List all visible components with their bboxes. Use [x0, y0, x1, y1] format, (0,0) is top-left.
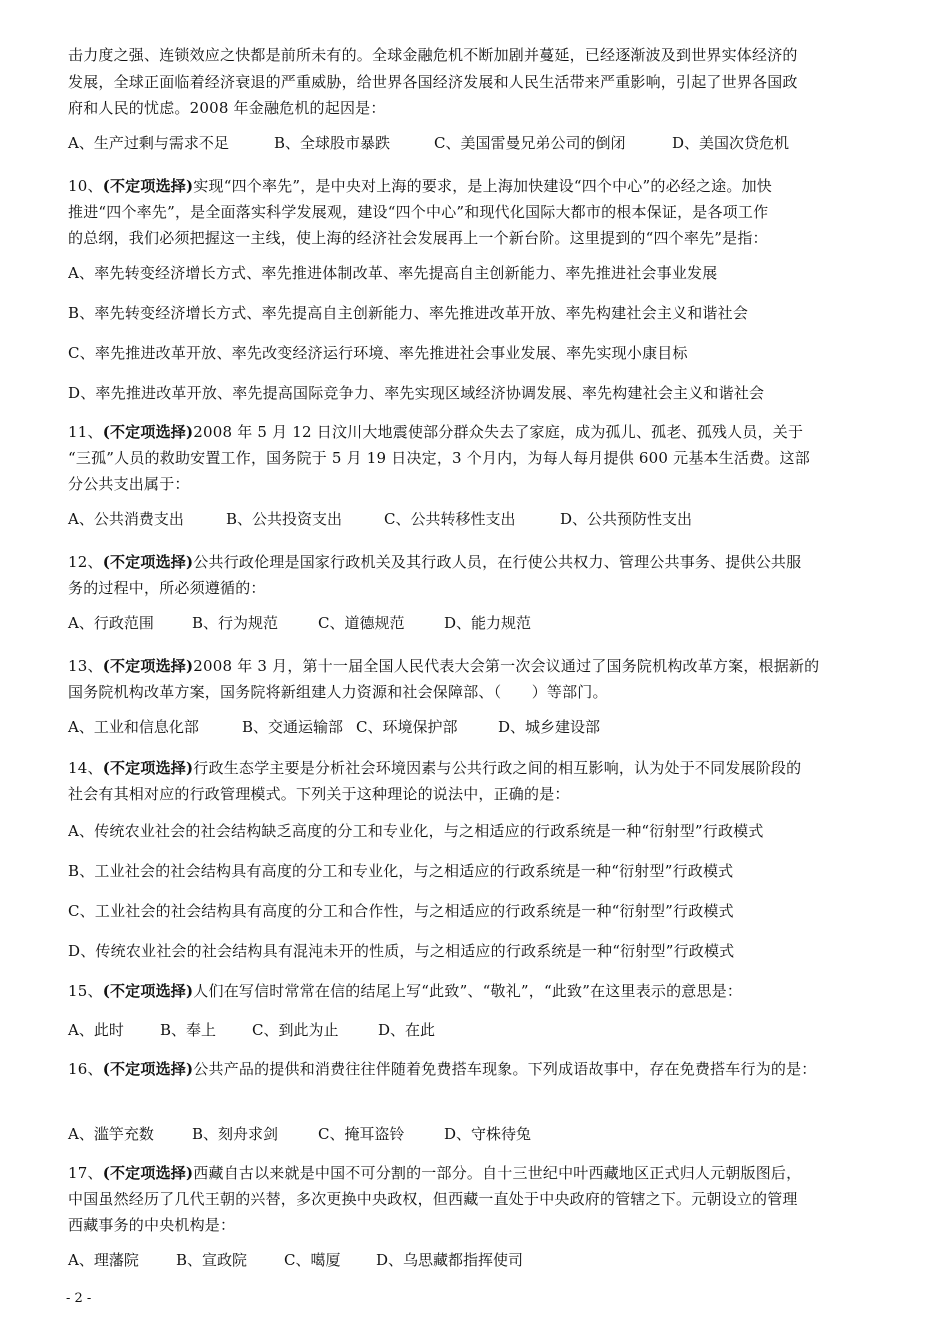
- q11-option-a: A、公共消费支出: [68, 510, 184, 528]
- q14-stem: [68, 757, 888, 779]
- q11-number: 11、: [68, 423, 103, 441]
- q14-tag: (不定项选择): [102, 759, 194, 777]
- q10-option-c: C、率先推进改革开放、率先改变经济运行环境、率先推进社会事业发展、率先实现小康目标: [68, 344, 688, 362]
- q15-stem: [68, 980, 888, 1002]
- q9-option-b: B、全球股市暴跌: [274, 134, 391, 152]
- q12-number: 12、: [68, 553, 103, 571]
- q12-option-d: D、能力规范: [444, 614, 532, 632]
- q17-option-b: B、宣政院: [176, 1251, 248, 1269]
- q16-stem: [68, 1058, 888, 1080]
- q14-option-a: A、传统农业社会的社会结构缺乏高度的分工和专业化，与之相适应的行政系统是一种“衍射型”行政模式: [68, 822, 764, 840]
- q16-tag: (不定项选择): [102, 1060, 194, 1078]
- q16-number: 16、: [68, 1060, 103, 1078]
- q10-stem-line: 的总纲，我们必须把握这一主线，使上海的经济社会发展再上一个新台阶。这里提到的“四个率先”是指：: [68, 229, 768, 247]
- q13-stem: [68, 655, 888, 677]
- q13-stem-line: 国务院机构改革方案，国务院将新组建人力资源和社会保障部、（ ）等部门。: [68, 683, 608, 701]
- q14-option-d: D、传统农业社会的社会结构具有混沌未开的性质，与之相适应的行政系统是一种“衍射型”行政模式: [68, 942, 735, 960]
- q13-options: [68, 716, 600, 738]
- q16-option-b: B、刻舟求剑: [192, 1125, 279, 1143]
- q12-stem: [68, 551, 888, 573]
- q10-stem-line: 推进“四个率先”，是全面落实科学发展观，建设“四个中心”和现代化国际大都市的根本保证，是各项工作: [68, 203, 769, 221]
- q17-tag: (不定项选择): [102, 1164, 194, 1182]
- q9-option-a: A、生产过剩与需求不足: [68, 134, 229, 152]
- q17-number: 17、: [68, 1164, 103, 1182]
- q17-option-c: C、噶厦: [284, 1251, 341, 1269]
- q10-text: 实现“四个率先”，是中央对上海的要求，是上海加快建设“四个中心”的必经之途。加快: [193, 177, 772, 195]
- q10-option-d: D、率先推进改革开放、率先提高国际竞争力、率先实现区域经济协调发展、率先构建社会主义和谐社会: [68, 384, 765, 402]
- q10-tag: (不定项选择): [102, 177, 194, 195]
- intro-line: 府和人民的忧虑。2008 年金融危机的起因是：: [68, 99, 386, 117]
- q10-number: 10、: [68, 177, 103, 195]
- q11-stem-line: “三孤”人员的救助安置工作，国务院于 5 月 19 日决定，3 个月内，为每人每月提供 600 元基本生活费。这部: [68, 449, 810, 467]
- q15-option-a: A、此时: [68, 1021, 124, 1039]
- q15-options: [68, 1019, 435, 1041]
- page-number: - 2 -: [66, 1291, 92, 1306]
- q12-option-b: B、行为规范: [192, 614, 279, 632]
- q15-number: 15、: [68, 982, 103, 1000]
- q16-options: [68, 1123, 531, 1145]
- q12-stem-line: 务的过程中，所必须遵循的：: [68, 579, 266, 597]
- q17-stem-line: 西藏事务的中央机构是：: [68, 1216, 236, 1234]
- q11-stem-line: 分公共支出属于：: [68, 475, 190, 493]
- q16-option-c: C、掩耳盗铃: [318, 1125, 405, 1143]
- q14-option-b: B、工业社会的社会结构具有高度的分工和专业化，与之相适应的行政系统是一种“衍射型”行政模式: [68, 862, 734, 880]
- q14-option-c: C、工业社会的社会结构具有高度的分工和合作性，与之相适应的行政系统是一种“衍射型”行政模式: [68, 902, 734, 920]
- q12-option-c: C、道德规范: [318, 614, 405, 632]
- q15-option-d: D、在此: [378, 1021, 436, 1039]
- q17-option-a: A、理藩院: [68, 1251, 139, 1269]
- q16-option-a: A、滥竽充数: [68, 1125, 154, 1143]
- q13-text: 2008 年 3 月，第十一届全国人民代表大会第一次会议通过了国务院机构改革方案，根据新的: [193, 657, 820, 675]
- q11-option-d: D、公共预防性支出: [560, 510, 693, 528]
- q11-stem: [68, 421, 888, 443]
- q15-option-c: C、到此为止: [252, 1021, 339, 1039]
- q14-number: 14、: [68, 759, 103, 777]
- q13-option-a: A、工业和信息化部: [68, 718, 199, 736]
- q16-text: 公共产品的提供和消费往往伴随着免费搭车现象。下列成语故事中，存在免费搭车行为的是：: [193, 1060, 817, 1078]
- q17-options: [68, 1249, 523, 1271]
- q13-tag: (不定项选择): [102, 657, 194, 675]
- q13-option-c: C、环境保护部: [356, 718, 458, 736]
- q12-options: [68, 612, 531, 634]
- q11-text: 2008 年 5 月 12 日汶川大地震使部分群众失去了家庭，成为孤儿、孤老、孤残人员，关于: [193, 423, 804, 441]
- q17-stem: [68, 1162, 888, 1184]
- q12-tag: (不定项选择): [102, 553, 194, 571]
- q10-option-a: A、率先转变经济增长方式、率先推进体制改革、率先提高自主创新能力、率先推进社会事业发展: [68, 264, 718, 282]
- q15-tag: (不定项选择): [102, 982, 194, 1000]
- q12-text: 公共行政伦理是国家行政机关及其行政人员，在行使公共权力、管理公共事务、提供公共服: [193, 553, 802, 571]
- q14-text: 行政生态学主要是分析社会环境因素与公共行政之间的相互影响，认为处于不同发展阶段的: [193, 759, 802, 777]
- q9-option-d: D、美国次贷危机: [672, 134, 790, 152]
- q9-options: [68, 132, 789, 154]
- q15-text: 人们在写信时常常在信的结尾上写“此致”、“敬礼”，“此致”在这里表示的意思是：: [193, 982, 743, 1000]
- intro-line: 击力度之强、连锁效应之快都是前所未有的。全球金融危机不断加剧并蔓延，已经逐渐波及到世界实体经济的: [68, 46, 798, 64]
- q11-option-b: B、公共投资支出: [226, 510, 343, 528]
- q15-option-b: B、奉上: [160, 1021, 217, 1039]
- q12-option-a: A、行政范围: [68, 614, 154, 632]
- q17-stem-line: 中国虽然经历了几代王朝的兴替，多次更换中央政权，但西藏一直处于中央政府的管辖之下。元朝设立的管理: [68, 1190, 798, 1208]
- q10-stem: [68, 175, 888, 197]
- q9-option-c: C、美国雷曼兄弟公司的倒闭: [434, 134, 626, 152]
- q17-option-d: D、乌思藏都指挥使司: [376, 1251, 524, 1269]
- q14-stem-line: 社会有其相对应的行政管理模式。下列关于这种理论的说法中，正确的是：: [68, 785, 570, 803]
- q16-option-d: D、守株待兔: [444, 1125, 532, 1143]
- q11-options: [68, 508, 692, 530]
- intro-line: 发展，全球正面临着经济衰退的严重威胁，给世界各国经济发展和人民生活带来严重影响，引起了世界各国政: [68, 73, 798, 91]
- q13-option-b: B、交通运输部: [242, 718, 344, 736]
- q13-option-d: D、城乡建设部: [498, 718, 601, 736]
- q11-option-c: C、公共转移性支出: [384, 510, 516, 528]
- q17-text: 西藏自古以来就是中国不可分割的一部分。自十三世纪中叶西藏地区正式归人元朝版图后，: [193, 1164, 802, 1182]
- q10-option-b: B、率先转变经济增长方式、率先提高自主创新能力、率先推进改革开放、率先构建社会主义和谐社会: [68, 304, 749, 322]
- q13-number: 13、: [68, 657, 103, 675]
- q11-tag: (不定项选择): [102, 423, 194, 441]
